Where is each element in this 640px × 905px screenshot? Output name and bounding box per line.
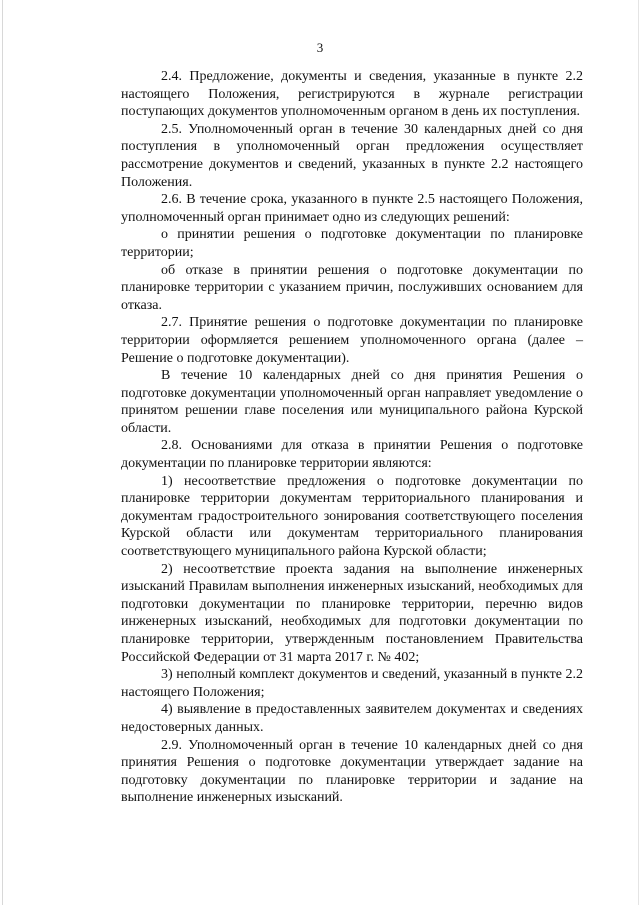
paragraph-refusal-reason-1: 1) несоответствие предложения о подготовке документации по планировке территории документам территориального планирования и документам градостроительного зонирования соответствующего поселения Курской области или документам территориального планирования соответствующего муниципального района Курской области; (121, 473, 583, 560)
scan-edge-left (2, 0, 3, 905)
paragraph-refusal-reason-3: 3) неполный комплект документов и сведений, указанный в пункте 2.2 настоящего Положения; (121, 667, 583, 700)
paragraph-2-4: 2.4. Предложение, документы и сведения, указанные в пункте 2.2 настоящего Положения, регистрируются в журнале регистрации поступающих документов уполномоченным органом в день их поступления. (121, 69, 583, 120)
paragraph-2-6: 2.6. В течение срока, указанного в пункте 2.5 настоящего Положения, уполномоченный орган принимает одно из следующих решений: (121, 192, 583, 225)
document-body (121, 68, 583, 807)
paragraph-decision-option-refuse: об отказе в принятии решения о подготовке документации по планировке территории с указанием причин, послуживших основанием для отказа. (121, 262, 583, 313)
page-number: 3 (316, 40, 324, 55)
paragraph-refusal-reason-4: 4) выявление в предоставленных заявителем документах и сведениях недостоверных данных. (121, 702, 583, 735)
scan-edge-right (638, 0, 639, 905)
paragraph-decision-option-accept: о принятии решения о подготовке документации по планировке территории; (121, 227, 583, 260)
paragraph-refusal-reason-2: 2) несоответствие проекта задания на выполнение инженерных изысканий Правилам выполнения инженерных изысканий, необходимых для подготовки документации по планировке территории, перечню видов инженерных изысканий, необходимых для подготовки документации по планировке территории, утвержденным постановлением Правительства Российской Федерации от 31 марта 2017 г. № 402; (121, 561, 583, 665)
paragraph-2-7: 2.7. Принятие решения о подготовке документации по планировке территории оформляется решением уполномоченного органа (далее – Решение о подготовке документации). (121, 315, 583, 366)
paragraph-notification: В течение 10 календарных дней со дня принятия Решения о подготовке документации уполномоченный орган направляет уведомление о принятом решении главе поселения или муниципального района Курской области. (121, 368, 583, 436)
paragraph-2-9: 2.9. Уполномоченный орган в течение 10 календарных дней со дня принятия Решения о подготовке документации утверждает задание на подготовку документации по планировке территории и задание на выполнение инженерных изысканий. (121, 737, 583, 806)
paragraph-2-8: 2.8. Основаниями для отказа в принятии Решения о подготовке документации по планировке территории являются: (121, 438, 583, 472)
paragraph-2-5: 2.5. Уполномоченный орган в течение 30 календарных дней со дня поступления в уполномоченный орган предложения осуществляет рассмотрение документов и сведений, указанных в пункте 2.2 настоящего Положения. (121, 121, 583, 190)
